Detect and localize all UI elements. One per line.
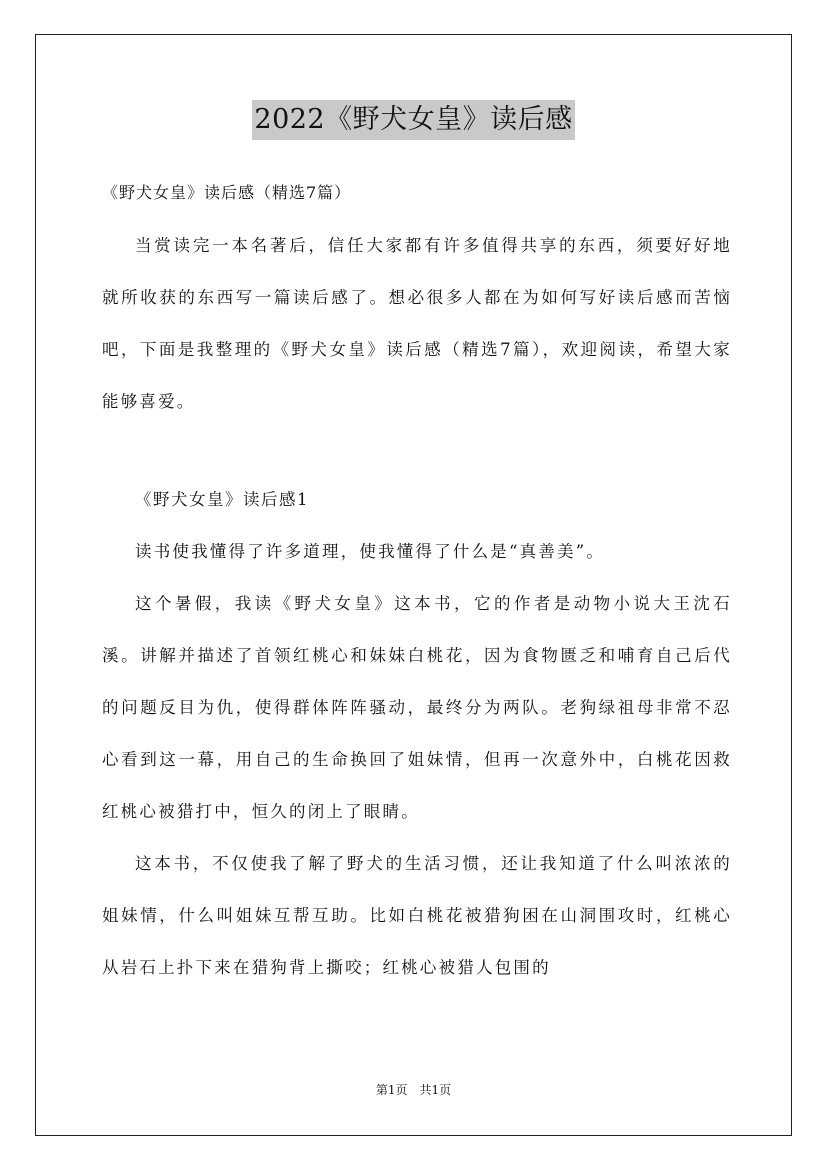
body-paragraph-2: 这个暑假，我读《野犬女皇》这本书，它的作者是动物小说大王沈石溪。讲解并描述了首领红桃心和妹妹白桃花，因为食物匮乏和哺育自己后代的问题反目为仇，使得群体阵阵骚动，最终分为两队。老狗绿祖母非常不忍心看到这一幕，用自己的生命换回了姐妹情，但再一次意外中，白桃花因救红桃心被猎打中，恒久的闭上了眼睛。 xyxy=(102,594,732,821)
document-body xyxy=(102,178,732,994)
page-footer: 第1页 共1页 xyxy=(375,1083,452,1097)
intro-paragraph: 当赏读完一本名著后，信任大家都有许多值得共享的东西，须要好好地就所收获的东西写一篇读后感了。想必很多人都在为如何写好读后感而苦恼吧，下面是我整理的《野犬女皇》读后感（精选7篇），欢迎阅读，希望大家能够喜爱。 xyxy=(102,236,732,411)
section-heading: 《野犬女皇》读后感1 xyxy=(135,490,309,509)
document-title: 2022《野犬女皇》读后感 xyxy=(252,100,574,140)
body-paragraph-3: 这本书，不仅使我了解了野犬的生活习惯，还让我知道了什么叫浓浓的姐妹情，什么叫姐妹互帮互助。比如白桃花被猎狗困在山洞围攻时，红桃心从岩石上扑下来在猎狗背上撕咬；红桃心被猎人包围的 xyxy=(102,854,732,977)
body-paragraph-1: 读书使我懂得了许多道理，使我懂得了什么是“真善美”。 xyxy=(135,542,606,561)
title-container xyxy=(0,100,827,140)
document-subtitle: 《野犬女皇》读后感（精选7篇） xyxy=(102,183,352,202)
